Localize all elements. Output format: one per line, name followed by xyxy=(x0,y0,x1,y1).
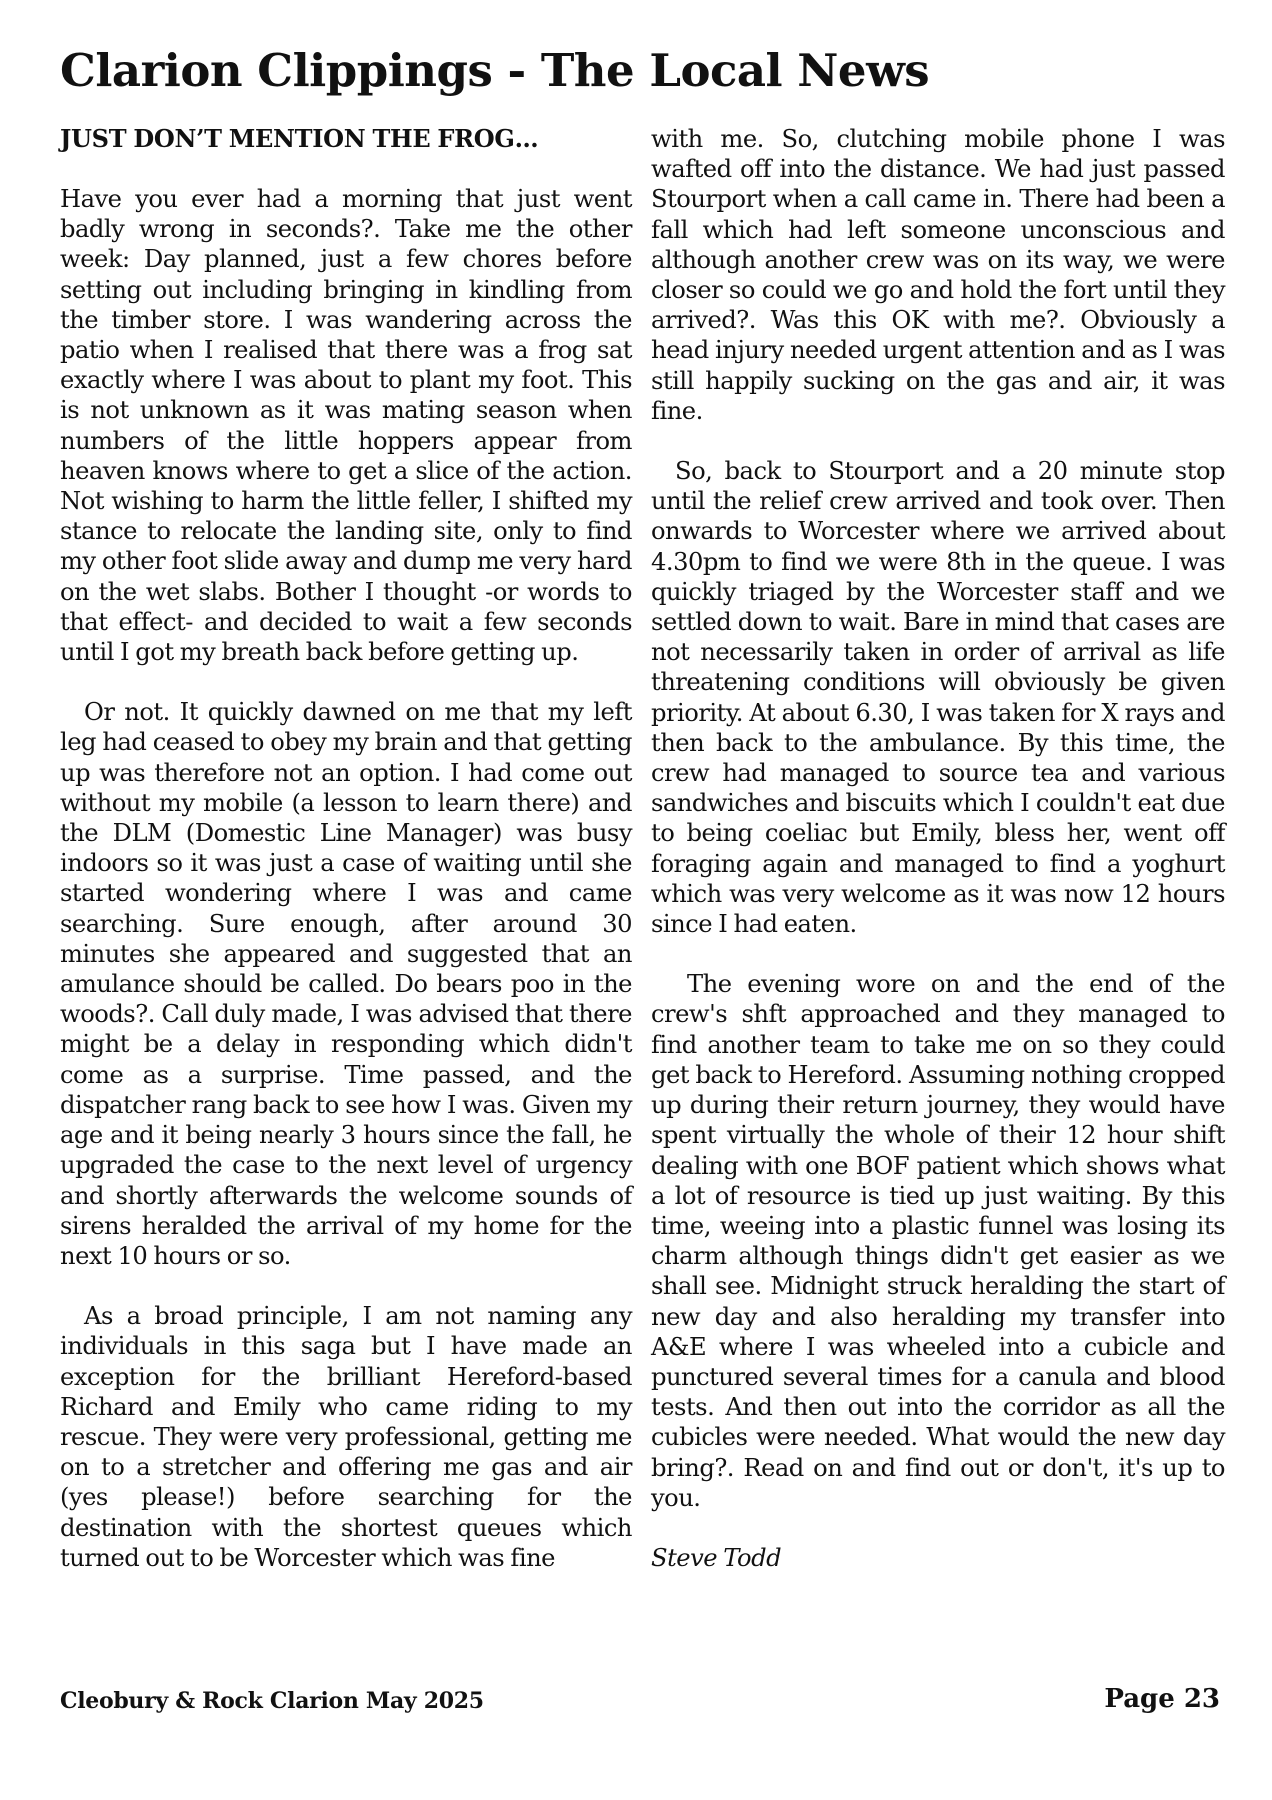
footer-publication: Cleobury & Rock Clarion May 2025 xyxy=(60,1688,484,1714)
article-column-right xyxy=(651,124,1225,1573)
author-signature: Steve Todd xyxy=(651,1543,782,1572)
article-paragraph: As a broad principle, I am not naming any individuals in this saga but I have made an exception for the brilliant Hereford-based Richard and Emily who came riding to my rescue. They were very professional, getting me on to a stretcher and offering me gas and air (yes please!) before searching for the destination with the shortest queues which turned out to be Worcester which was fine xyxy=(60,1302,632,1572)
article-column-left xyxy=(60,124,632,1603)
article-headline: JUST DON’T MENTION THE FROG… xyxy=(60,124,539,153)
masthead-title: Clarion Clippings - The Local News xyxy=(60,44,930,97)
article-paragraph: Have you ever had a morning that just went badly wrong in seconds?. Take me the other week: Day planned, just a few chores before setting out including bringing in kindling from the timber store. I was wandering across the patio when I realised that there was a frog sat exactly where I was about to plant my foot. This is not unknown as it was mating season when numbers of the little hoppers appear from heaven knows where to get a slice of the action. Not wishing to harm the little feller, I shifted my stance to relocate the landing site, only to find my other foot slide away and dump me very hard on the wet slabs. Bother I thought -or words to that effect- and decided to wait a few seconds until I got my breath back before getting up. xyxy=(60,185,632,667)
footer-page-number: Page 23 xyxy=(1104,1684,1220,1714)
article-paragraph: So, back to Stourport and a 20 minute stop until the relief crew arrived and took over. Then onwards to Worcester where we arrived about 4.30pm to find we were 8th in the queue. I was quickly triaged by the Worcester staff and we settled down to wait. Bare in mind that cases are not necessarily taken in order of arrival as life threatening conditions will obviously be given priority. At about 6.30, I was taken for X rays and then back to the ambulance. By this time, the crew had managed to source tea and various sandwiches and biscuits which I couldn't eat due to being coeliac but Emily, bless her, went off foraging again and managed to find a yoghurt which was very welcome as it was now 12 hours since I had eaten. xyxy=(651,457,1225,939)
article-paragraph: with me. So, clutching mobile phone I was wafted off into the distance. We had just passed Stourport when a call came in. There had been a fall which had left someone unconscious and although another crew was on its way, we were closer so could we go and hold the fort until they arrived?. Was this OK with me?. Obviously a head injury needed urgent attention and as I was still happily sucking on the gas and air, it was fine. xyxy=(651,125,1225,425)
article-paragraph: The evening wore on and the end of the crew's shft approached and they managed to find another team to take me on so they could get back to Hereford. Assuming nothing cropped up during their return journey, they would have spent virtually the whole of their 12 hour shift dealing with one BOF patient which shows what a lot of resource is tied up just waiting. By this time, weeing into a plastic funnel was losing its charm although things didn't get easier as we shall see. Midnight struck heralding the start of new day and also heralding my transfer into A&E where I was wheeled into a cubicle and punctured several times for a canula and blood tests. And then out into the corridor as all the cubicles were needed. What would the new day bring?. Read on and find out or don't, it's up to you. xyxy=(651,970,1225,1512)
article-paragraph: Or not. It quickly dawned on me that my left leg had ceased to obey my brain and that getting up was therefore not an option. I had come out without my mobile (a lesson to learn there) and the DLM (Domestic Line Manager) was busy indoors so it was just a case of waiting until she started wondering where I was and came searching. Sure enough, after around 30 minutes she appeared and suggested that an amulance should be called. Do bears poo in the woods?. Call duly made, I was advised that there might be a delay in responding which didn't come as a surprise. Time passed, and the dispatcher rang back to see how I was. Given my age and it being nearly 3 hours since the fall, he upgraded the case to the next level of urgency and shortly afterwards the welcome sounds of sirens heralded the arrival of my home for the next 10 hours or so. xyxy=(60,698,632,1270)
